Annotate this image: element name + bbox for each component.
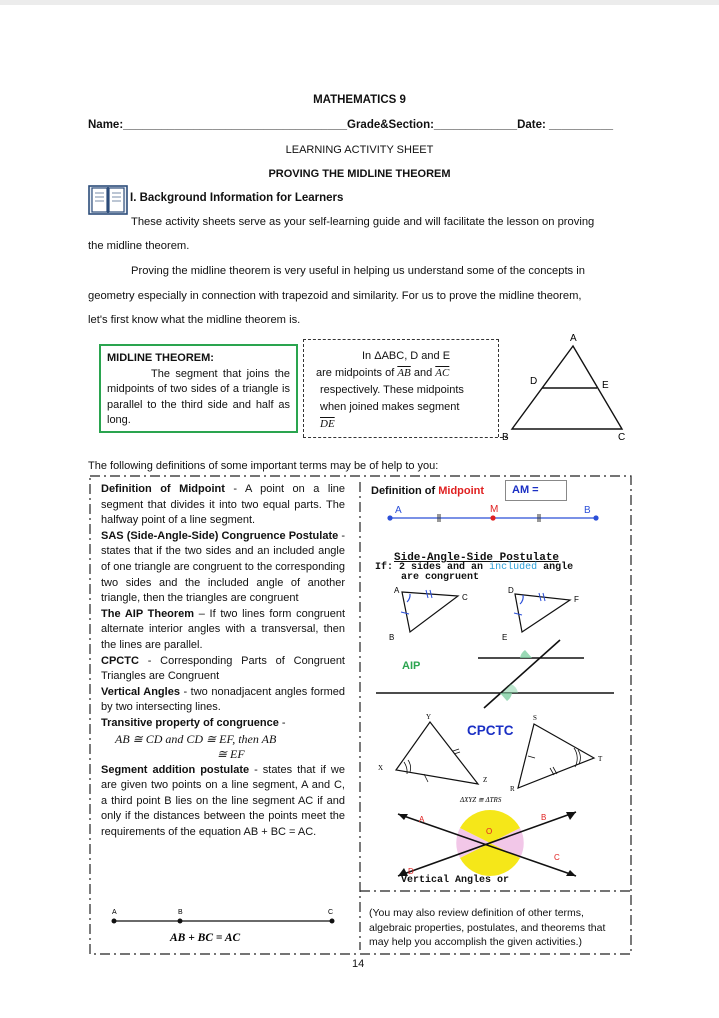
midline-triangle-figure	[500, 328, 640, 443]
segment-ac: $\overline{AC}$	[435, 367, 450, 379]
theorem-title: MIDLINE THEOREM:	[107, 352, 214, 364]
sas-label-b: B	[389, 633, 395, 642]
cpctc-label-t: T	[598, 755, 603, 763]
triangle-label-c: C	[618, 432, 626, 443]
sas-label-e: E	[502, 633, 508, 642]
sas-figure	[380, 582, 610, 644]
vertical-caption: Vertical Angles or	[401, 875, 510, 886]
am-input-box[interactable]: AM =	[505, 480, 567, 501]
sas-label-c: C	[462, 593, 468, 602]
definitions-list	[101, 482, 345, 841]
name-label: Name:___________________________________	[88, 119, 348, 131]
def-segment-addition: Segment addition postulate - states that if we are given two points on a line segment, A and C, a third point B lies on the line segment AC if and only if the distances between the points meet the requirements of the equation AB + BC = AC.	[101, 763, 345, 839]
sas-condition-2: are congruent	[401, 572, 480, 583]
example-line-2: are midpoints of $\overline{AB}$ and $\overline{AC}$	[316, 367, 450, 379]
cpctc-label-s: S	[533, 714, 537, 722]
sas-label-a: A	[394, 586, 400, 595]
page-number: 14	[352, 958, 365, 970]
vertical-angles-figure	[386, 806, 586, 886]
grade-section-label: Grade&Section:_____________	[347, 119, 518, 131]
paragraph-2-line-3: let's first know what the midline theorem is.	[88, 314, 301, 326]
screen-top-bar	[0, 0, 719, 5]
cpctc-label: CPCTC	[467, 723, 514, 738]
transitive-math-1: AB ≅ CD and CD ≅ EF, then AB	[115, 731, 277, 746]
def-midpoint: Definition of Midpoint - A point on a line segment that divides it into two equal parts. The halfway point of a line segment.	[101, 483, 345, 527]
midpoint-label-m: M	[490, 504, 499, 515]
segment-label-b: B	[178, 909, 183, 916]
segment-ab: $\overline{AB}$	[397, 367, 411, 379]
aip-label: AIP	[402, 660, 421, 672]
aip-figure	[370, 636, 620, 712]
def-transitive: Transitive property of congruence -	[101, 716, 286, 729]
section-heading: I. Background Information for Learners	[130, 192, 344, 204]
theorem-example	[316, 348, 494, 433]
sas-label-d: D	[508, 586, 514, 595]
vertical-label-b: B	[541, 813, 547, 822]
def-vertical-angles: Vertical Angles - two nonadjacent angles formed by two intersecting lines.	[101, 685, 346, 714]
cpctc-label-y: Y	[426, 713, 432, 721]
segment-de: $\overline{DE}$	[320, 418, 335, 430]
cpctc-congruence: ΔXYZ ≅ ΔTRS	[460, 796, 502, 804]
cpctc-label-x: X	[378, 764, 384, 772]
date-label: Date: __________	[517, 119, 613, 131]
vertical-label-c: C	[554, 853, 560, 862]
sheet-title: LEARNING ACTIVITY SHEET	[285, 144, 434, 156]
vertical-label-a: A	[419, 815, 425, 824]
transitive-math-2: ≅ EF	[217, 747, 245, 762]
lesson-title: PROVING THE MIDLINE THEOREM	[268, 168, 451, 180]
example-line-3: respectively. These midpoints	[320, 384, 464, 396]
paragraph-2-line-2: geometry especially in connection with trapezoid and similarity. For us to prove the midline theorem,	[88, 290, 582, 302]
triangle-label-d: D	[530, 376, 538, 387]
example-line-4: when joined makes segment	[320, 401, 460, 413]
def-aip: The AIP Theorem – If two lines form congruent alternate interior angles with a transversal, then the lines are parallel.	[101, 607, 346, 651]
vertical-label-d: D	[408, 867, 414, 876]
subject-title: MATHEMATICS 9	[313, 94, 406, 106]
segment-equation: AB + BC = AC	[170, 932, 241, 944]
paragraph-2-line-1: Proving the midline theorem is very useful in helping us understand some of the concepts in	[131, 265, 585, 277]
vertical-label-o: O	[486, 827, 493, 836]
sas-label-f: F	[574, 595, 579, 604]
cpctc-figure	[372, 712, 622, 804]
def-sas: SAS (Side-Angle-Side) Congruence Postulate - states that if the two sides and an included angle of one triangle are congruent to the corresponding two sides and the included angle of another triangle, then the triangles are congruent	[101, 529, 345, 605]
midpoint-label-a: A	[395, 505, 402, 516]
midline-theorem-box	[99, 344, 298, 433]
definitions-intro: The following definitions of some important terms may be of help to you:	[88, 460, 439, 472]
segment-label-c: C	[328, 909, 334, 916]
review-note: (You may also review definition of other terms, algebraic properties, postulates, and theorems that may help you accomplish the given activities.)	[369, 907, 606, 948]
cpctc-label-r: R	[510, 785, 515, 793]
example-line-1: In ΔABC, D and E	[362, 350, 451, 362]
midpoint-figure	[384, 500, 604, 526]
example-line-5	[316, 416, 494, 433]
cpctc-label-z: Z	[483, 776, 488, 784]
def-cpctc: CPCTC - Corresponding Parts of Congruent Triangles are Congruent	[101, 654, 345, 683]
triangle-label-e: E	[602, 380, 609, 391]
paragraph-1-line-1: These activity sheets serve as your self-learning guide and will facilitate the lesson on proving	[131, 216, 595, 228]
paragraph-1-line-2: the midline theorem.	[88, 240, 190, 252]
sas-condition: If: 2 sides and an included angle	[375, 562, 574, 573]
midpoint-label-b: B	[584, 505, 591, 516]
theorem-text: The segment that joins the midpoints of two sides of a triangle is parallel to the third side and half as long.	[107, 367, 290, 426]
segment-addition-figure	[108, 905, 338, 945]
book-icon	[88, 184, 128, 216]
sas-title: Side-Angle-Side Postulate	[394, 552, 560, 564]
example-dashed-bottom	[303, 437, 508, 438]
triangle-label-b: B	[502, 432, 509, 443]
triangle-label-a: A	[570, 333, 577, 344]
segment-label-a: A	[112, 909, 117, 916]
example-dashed-right	[498, 339, 499, 437]
midpoint-figure-title: Definition of Midpoint	[371, 485, 485, 497]
name-field[interactable]	[88, 119, 613, 131]
